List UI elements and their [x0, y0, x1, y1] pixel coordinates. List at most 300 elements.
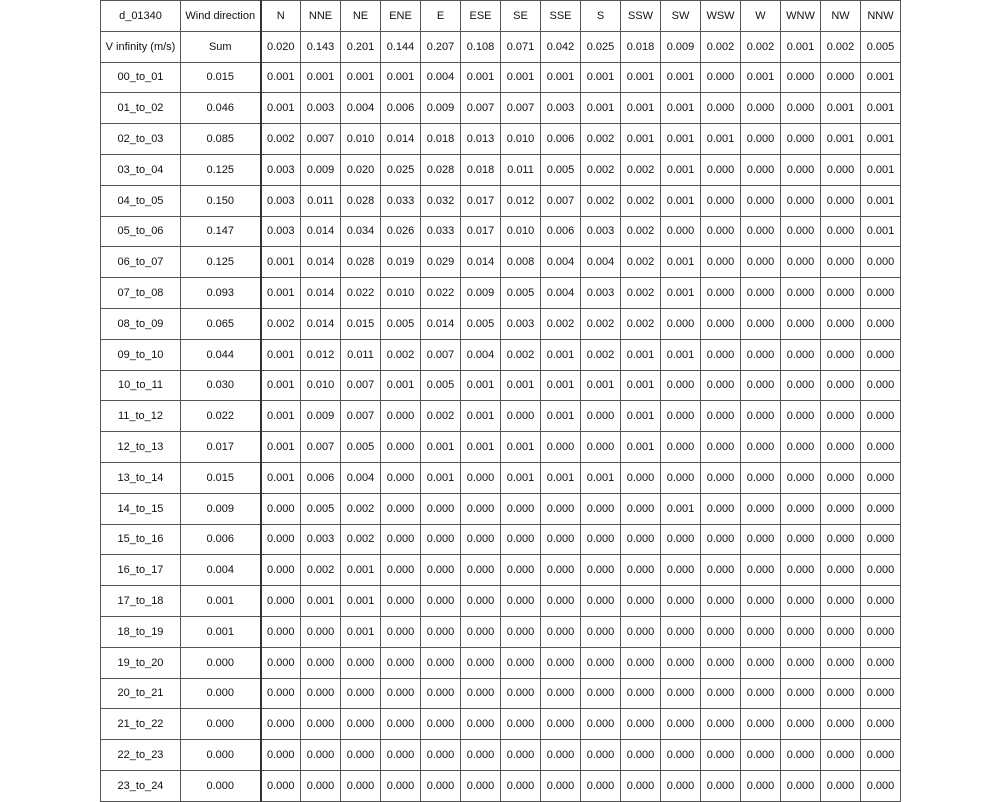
- frequency-cell: 0.002: [621, 216, 661, 247]
- frequency-cell: 0.002: [581, 308, 621, 339]
- frequency-cell: 0.000: [821, 185, 861, 216]
- frequency-cell: 0.001: [661, 278, 701, 309]
- frequency-cell: 0.014: [421, 308, 461, 339]
- table-row: [101, 370, 901, 401]
- frequency-cell: 0.001: [501, 432, 541, 463]
- row-sum-cell: 0.125: [181, 247, 261, 278]
- frequency-cell: 0.001: [621, 401, 661, 432]
- frequency-cell: 0.002: [261, 308, 301, 339]
- frequency-cell: 0.001: [461, 432, 501, 463]
- frequency-cell: 0.000: [821, 278, 861, 309]
- frequency-cell: 0.000: [261, 740, 301, 771]
- frequency-cell: 0.000: [701, 185, 741, 216]
- direction-total-nne: 0.143: [301, 31, 341, 62]
- frequency-cell: 0.000: [781, 586, 821, 617]
- frequency-cell: 0.000: [461, 770, 501, 801]
- frequency-cell: 0.000: [821, 216, 861, 247]
- frequency-cell: 0.001: [501, 462, 541, 493]
- frequency-cell: 0.000: [741, 278, 781, 309]
- speed-range-label: 10_to_11: [101, 370, 181, 401]
- frequency-cell: 0.011: [341, 339, 381, 370]
- direction-header-s: S: [581, 1, 621, 32]
- frequency-cell: 0.034: [341, 216, 381, 247]
- row-sum-cell: 0.000: [181, 740, 261, 771]
- frequency-cell: 0.000: [781, 247, 821, 278]
- frequency-cell: 0.000: [741, 647, 781, 678]
- frequency-cell: 0.000: [501, 524, 541, 555]
- direction-header-row: [101, 1, 901, 32]
- frequency-cell: 0.000: [741, 370, 781, 401]
- frequency-cell: 0.000: [861, 524, 901, 555]
- frequency-cell: 0.000: [341, 647, 381, 678]
- frequency-cell: 0.005: [461, 308, 501, 339]
- frequency-cell: 0.001: [661, 185, 701, 216]
- frequency-cell: 0.000: [381, 462, 421, 493]
- speed-range-label: 02_to_03: [101, 124, 181, 155]
- frequency-cell: 0.005: [341, 432, 381, 463]
- frequency-cell: 0.000: [621, 493, 661, 524]
- frequency-cell: 0.000: [781, 62, 821, 93]
- frequency-cell: 0.000: [741, 432, 781, 463]
- direction-total-ne: 0.201: [341, 31, 381, 62]
- frequency-cell: 0.000: [701, 586, 741, 617]
- frequency-cell: 0.026: [381, 216, 421, 247]
- frequency-cell: 0.000: [861, 493, 901, 524]
- frequency-cell: 0.000: [741, 678, 781, 709]
- direction-header-nne: NNE: [301, 1, 341, 32]
- frequency-cell: 0.000: [741, 462, 781, 493]
- frequency-cell: 0.000: [501, 709, 541, 740]
- frequency-cell: 0.000: [661, 616, 701, 647]
- frequency-cell: 0.000: [581, 493, 621, 524]
- frequency-cell: 0.020: [341, 154, 381, 185]
- frequency-cell: 0.001: [621, 62, 661, 93]
- frequency-cell: 0.000: [781, 93, 821, 124]
- frequency-cell: 0.000: [701, 216, 741, 247]
- frequency-cell: 0.000: [301, 678, 341, 709]
- frequency-cell: 0.002: [541, 308, 581, 339]
- frequency-cell: 0.000: [861, 432, 901, 463]
- frequency-cell: 0.014: [381, 124, 421, 155]
- frequency-cell: 0.000: [861, 740, 901, 771]
- frequency-cell: 0.000: [381, 678, 421, 709]
- frequency-cell: 0.008: [501, 247, 541, 278]
- frequency-cell: 0.001: [621, 370, 661, 401]
- row-sum-cell: 0.001: [181, 616, 261, 647]
- frequency-cell: 0.001: [661, 124, 701, 155]
- direction-total-e: 0.207: [421, 31, 461, 62]
- frequency-cell: 0.000: [701, 62, 741, 93]
- frequency-cell: 0.001: [581, 462, 621, 493]
- frequency-cell: 0.010: [501, 216, 541, 247]
- frequency-cell: 0.000: [381, 647, 421, 678]
- frequency-cell: 0.000: [501, 647, 541, 678]
- frequency-cell: 0.001: [861, 124, 901, 155]
- frequency-cell: 0.000: [381, 555, 421, 586]
- frequency-cell: 0.007: [341, 370, 381, 401]
- frequency-cell: 0.000: [821, 339, 861, 370]
- frequency-cell: 0.000: [501, 586, 541, 617]
- frequency-cell: 0.010: [501, 124, 541, 155]
- row-sum-cell: 0.022: [181, 401, 261, 432]
- frequency-cell: 0.006: [381, 93, 421, 124]
- frequency-cell: 0.004: [541, 247, 581, 278]
- speed-range-label: 21_to_22: [101, 709, 181, 740]
- frequency-cell: 0.001: [541, 339, 581, 370]
- frequency-cell: 0.001: [821, 124, 861, 155]
- frequency-cell: 0.003: [261, 185, 301, 216]
- frequency-cell: 0.005: [541, 154, 581, 185]
- frequency-cell: 0.000: [581, 709, 621, 740]
- frequency-cell: 0.001: [621, 124, 661, 155]
- frequency-cell: 0.000: [781, 308, 821, 339]
- frequency-cell: 0.000: [621, 740, 661, 771]
- frequency-cell: 0.000: [381, 524, 421, 555]
- frequency-cell: 0.000: [781, 524, 821, 555]
- frequency-cell: 0.000: [661, 586, 701, 617]
- table-row: [101, 462, 901, 493]
- frequency-cell: 0.000: [381, 616, 421, 647]
- frequency-cell: 0.000: [861, 586, 901, 617]
- direction-header-sw: SW: [661, 1, 701, 32]
- frequency-cell: 0.014: [301, 216, 341, 247]
- frequency-cell: 0.000: [821, 462, 861, 493]
- table-row: [101, 493, 901, 524]
- frequency-cell: 0.000: [421, 740, 461, 771]
- frequency-cell: 0.001: [861, 154, 901, 185]
- speed-range-label: 08_to_09: [101, 308, 181, 339]
- frequency-cell: 0.001: [381, 62, 421, 93]
- frequency-cell: 0.000: [621, 524, 661, 555]
- frequency-cell: 0.009: [301, 401, 341, 432]
- frequency-cell: 0.002: [421, 401, 461, 432]
- row-sum-cell: 0.009: [181, 493, 261, 524]
- frequency-cell: 0.000: [541, 678, 581, 709]
- frequency-cell: 0.000: [421, 678, 461, 709]
- frequency-cell: 0.028: [341, 247, 381, 278]
- frequency-cell: 0.001: [581, 62, 621, 93]
- speed-range-label: 23_to_24: [101, 770, 181, 801]
- table-row: [101, 93, 901, 124]
- row-sum-cell: 0.001: [181, 586, 261, 617]
- row-sum-cell: 0.044: [181, 339, 261, 370]
- frequency-cell: 0.001: [501, 370, 541, 401]
- table-row: [101, 339, 901, 370]
- direction-total-ene: 0.144: [381, 31, 421, 62]
- frequency-cell: 0.000: [501, 740, 541, 771]
- direction-total-nnw: 0.005: [861, 31, 901, 62]
- frequency-cell: 0.000: [861, 370, 901, 401]
- frequency-cell: 0.000: [741, 339, 781, 370]
- frequency-cell: 0.001: [861, 185, 901, 216]
- frequency-cell: 0.000: [741, 616, 781, 647]
- frequency-cell: 0.001: [461, 401, 501, 432]
- frequency-cell: 0.000: [741, 493, 781, 524]
- frequency-cell: 0.001: [861, 62, 901, 93]
- frequency-cell: 0.000: [461, 524, 501, 555]
- frequency-cell: 0.001: [341, 616, 381, 647]
- frequency-cell: 0.000: [741, 770, 781, 801]
- frequency-cell: 0.000: [861, 308, 901, 339]
- direction-total-s: 0.025: [581, 31, 621, 62]
- frequency-cell: 0.000: [581, 555, 621, 586]
- frequency-cell: 0.001: [541, 370, 581, 401]
- frequency-cell: 0.000: [261, 709, 301, 740]
- frequency-cell: 0.000: [461, 709, 501, 740]
- frequency-cell: 0.000: [781, 678, 821, 709]
- frequency-cell: 0.010: [381, 278, 421, 309]
- frequency-cell: 0.002: [621, 154, 661, 185]
- frequency-cell: 0.000: [821, 247, 861, 278]
- frequency-cell: 0.000: [821, 616, 861, 647]
- frequency-cell: 0.017: [461, 185, 501, 216]
- frequency-cell: 0.000: [421, 586, 461, 617]
- frequency-cell: 0.007: [541, 185, 581, 216]
- frequency-cell: 0.014: [301, 278, 341, 309]
- frequency-cell: 0.018: [461, 154, 501, 185]
- frequency-cell: 0.000: [781, 339, 821, 370]
- frequency-cell: 0.001: [661, 247, 701, 278]
- frequency-cell: 0.000: [621, 678, 661, 709]
- frequency-cell: 0.000: [661, 555, 701, 586]
- direction-total-sse: 0.042: [541, 31, 581, 62]
- frequency-cell: 0.000: [821, 524, 861, 555]
- frequency-cell: 0.000: [501, 616, 541, 647]
- row-sum-cell: 0.046: [181, 93, 261, 124]
- frequency-cell: 0.007: [301, 432, 341, 463]
- table-row: [101, 586, 901, 617]
- frequency-cell: 0.006: [301, 462, 341, 493]
- frequency-cell: 0.000: [501, 493, 541, 524]
- frequency-cell: 0.000: [701, 154, 741, 185]
- frequency-cell: 0.002: [341, 524, 381, 555]
- direction-header-nnw: NNW: [861, 1, 901, 32]
- frequency-cell: 0.000: [741, 216, 781, 247]
- frequency-cell: 0.000: [741, 524, 781, 555]
- frequency-cell: 0.003: [301, 524, 341, 555]
- frequency-cell: 0.000: [781, 462, 821, 493]
- frequency-cell: 0.000: [661, 770, 701, 801]
- frequency-cell: 0.000: [661, 524, 701, 555]
- direction-header-nw: NW: [821, 1, 861, 32]
- frequency-cell: 0.001: [661, 62, 701, 93]
- frequency-cell: 0.000: [701, 616, 741, 647]
- frequency-cell: 0.000: [541, 709, 581, 740]
- frequency-cell: 0.032: [421, 185, 461, 216]
- speed-range-label: 01_to_02: [101, 93, 181, 124]
- row-sum-cell: 0.125: [181, 154, 261, 185]
- row-sum-cell: 0.150: [181, 185, 261, 216]
- frequency-cell: 0.000: [701, 524, 741, 555]
- frequency-cell: 0.014: [301, 247, 341, 278]
- frequency-cell: 0.033: [421, 216, 461, 247]
- speed-range-label: 13_to_14: [101, 462, 181, 493]
- table-row: [101, 185, 901, 216]
- frequency-cell: 0.001: [541, 462, 581, 493]
- speed-range-label: 03_to_04: [101, 154, 181, 185]
- frequency-cell: 0.000: [781, 555, 821, 586]
- frequency-cell: 0.000: [261, 524, 301, 555]
- frequency-cell: 0.000: [781, 432, 821, 463]
- frequency-cell: 0.028: [421, 154, 461, 185]
- frequency-cell: 0.003: [261, 154, 301, 185]
- frequency-cell: 0.000: [461, 462, 501, 493]
- frequency-cell: 0.000: [701, 401, 741, 432]
- frequency-cell: 0.000: [861, 339, 901, 370]
- frequency-cell: 0.001: [341, 586, 381, 617]
- frequency-cell: 0.000: [381, 586, 421, 617]
- frequency-cell: 0.005: [381, 308, 421, 339]
- frequency-cell: 0.000: [701, 493, 741, 524]
- frequency-cell: 0.000: [461, 555, 501, 586]
- row-sum-cell: 0.093: [181, 278, 261, 309]
- table-row: [101, 616, 901, 647]
- frequency-cell: 0.001: [381, 370, 421, 401]
- speed-range-label: 00_to_01: [101, 62, 181, 93]
- frequency-cell: 0.000: [821, 62, 861, 93]
- frequency-cell: 0.000: [501, 678, 541, 709]
- frequency-cell: 0.005: [501, 278, 541, 309]
- wind-frequency-table: [100, 0, 901, 802]
- frequency-cell: 0.012: [501, 185, 541, 216]
- frequency-cell: 0.000: [421, 616, 461, 647]
- table-row: [101, 709, 901, 740]
- frequency-cell: 0.001: [661, 154, 701, 185]
- frequency-cell: 0.002: [581, 339, 621, 370]
- frequency-cell: 0.000: [781, 770, 821, 801]
- frequency-cell: 0.000: [661, 216, 701, 247]
- frequency-cell: 0.000: [821, 555, 861, 586]
- frequency-cell: 0.000: [501, 770, 541, 801]
- row-sum-cell: 0.030: [181, 370, 261, 401]
- frequency-cell: 0.000: [701, 740, 741, 771]
- frequency-cell: 0.000: [381, 493, 421, 524]
- frequency-cell: 0.000: [701, 93, 741, 124]
- frequency-cell: 0.001: [261, 62, 301, 93]
- frequency-cell: 0.000: [581, 586, 621, 617]
- frequency-cell: 0.000: [701, 678, 741, 709]
- frequency-cell: 0.019: [381, 247, 421, 278]
- frequency-cell: 0.009: [301, 154, 341, 185]
- frequency-cell: 0.025: [381, 154, 421, 185]
- frequency-cell: 0.000: [421, 709, 461, 740]
- frequency-cell: 0.000: [621, 586, 661, 617]
- frequency-cell: 0.000: [421, 524, 461, 555]
- row-sum-cell: 0.004: [181, 555, 261, 586]
- frequency-cell: 0.003: [581, 278, 621, 309]
- frequency-cell: 0.029: [421, 247, 461, 278]
- frequency-cell: 0.000: [861, 462, 901, 493]
- frequency-cell: 0.000: [701, 462, 741, 493]
- frequency-cell: 0.000: [661, 709, 701, 740]
- speed-range-label: 15_to_16: [101, 524, 181, 555]
- frequency-cell: 0.001: [541, 401, 581, 432]
- frequency-cell: 0.001: [421, 462, 461, 493]
- frequency-cell: 0.000: [741, 93, 781, 124]
- frequency-cell: 0.001: [341, 555, 381, 586]
- table-row: [101, 124, 901, 155]
- frequency-cell: 0.000: [461, 678, 501, 709]
- frequency-cell: 0.000: [621, 462, 661, 493]
- speed-range-label: 16_to_17: [101, 555, 181, 586]
- frequency-cell: 0.001: [261, 93, 301, 124]
- frequency-cell: 0.000: [541, 586, 581, 617]
- frequency-cell: 0.000: [261, 647, 301, 678]
- table-row: [101, 678, 901, 709]
- frequency-cell: 0.001: [581, 93, 621, 124]
- frequency-cell: 0.000: [741, 185, 781, 216]
- frequency-cell: 0.001: [861, 93, 901, 124]
- table-row: [101, 62, 901, 93]
- frequency-cell: 0.001: [261, 370, 301, 401]
- frequency-cell: 0.000: [701, 247, 741, 278]
- frequency-cell: 0.000: [781, 493, 821, 524]
- frequency-cell: 0.001: [301, 586, 341, 617]
- frequency-cell: 0.000: [461, 616, 501, 647]
- frequency-cell: 0.000: [581, 647, 621, 678]
- frequency-cell: 0.001: [861, 216, 901, 247]
- direction-header-ne: NE: [341, 1, 381, 32]
- frequency-cell: 0.001: [261, 247, 301, 278]
- frequency-cell: 0.002: [581, 185, 621, 216]
- frequency-cell: 0.000: [581, 740, 621, 771]
- direction-header-se: SE: [501, 1, 541, 32]
- frequency-cell: 0.000: [701, 370, 741, 401]
- speed-range-label: 09_to_10: [101, 339, 181, 370]
- frequency-cell: 0.000: [341, 740, 381, 771]
- frequency-cell: 0.000: [661, 370, 701, 401]
- frequency-cell: 0.000: [821, 493, 861, 524]
- row-sum-cell: 0.015: [181, 62, 261, 93]
- wind-direction-header: Wind direction: [181, 1, 261, 32]
- frequency-cell: 0.000: [261, 493, 301, 524]
- frequency-cell: 0.000: [381, 432, 421, 463]
- frequency-cell: 0.001: [261, 401, 301, 432]
- frequency-cell: 0.002: [301, 555, 341, 586]
- frequency-cell: 0.000: [861, 770, 901, 801]
- frequency-cell: 0.000: [741, 740, 781, 771]
- frequency-cell: 0.000: [781, 401, 821, 432]
- frequency-cell: 0.000: [741, 154, 781, 185]
- frequency-cell: 0.000: [781, 278, 821, 309]
- frequency-cell: 0.000: [741, 555, 781, 586]
- frequency-cell: 0.000: [581, 770, 621, 801]
- speed-range-label: 17_to_18: [101, 586, 181, 617]
- frequency-cell: 0.003: [501, 308, 541, 339]
- table-row: [101, 308, 901, 339]
- speed-range-label: 22_to_23: [101, 740, 181, 771]
- frequency-cell: 0.001: [461, 62, 501, 93]
- frequency-cell: 0.001: [541, 62, 581, 93]
- frequency-cell: 0.003: [301, 93, 341, 124]
- frequency-cell: 0.000: [861, 247, 901, 278]
- frequency-cell: 0.000: [381, 401, 421, 432]
- frequency-cell: 0.000: [581, 524, 621, 555]
- direction-totals-row: [101, 31, 901, 62]
- frequency-cell: 0.000: [821, 709, 861, 740]
- table-row: [101, 401, 901, 432]
- frequency-cell: 0.000: [781, 185, 821, 216]
- speed-range-label: 20_to_21: [101, 678, 181, 709]
- frequency-cell: 0.000: [541, 647, 581, 678]
- frequency-cell: 0.002: [621, 185, 661, 216]
- frequency-cell: 0.000: [701, 339, 741, 370]
- table-row: [101, 524, 901, 555]
- frequency-cell: 0.003: [541, 93, 581, 124]
- frequency-cell: 0.001: [581, 370, 621, 401]
- frequency-cell: 0.000: [381, 740, 421, 771]
- frequency-cell: 0.004: [421, 62, 461, 93]
